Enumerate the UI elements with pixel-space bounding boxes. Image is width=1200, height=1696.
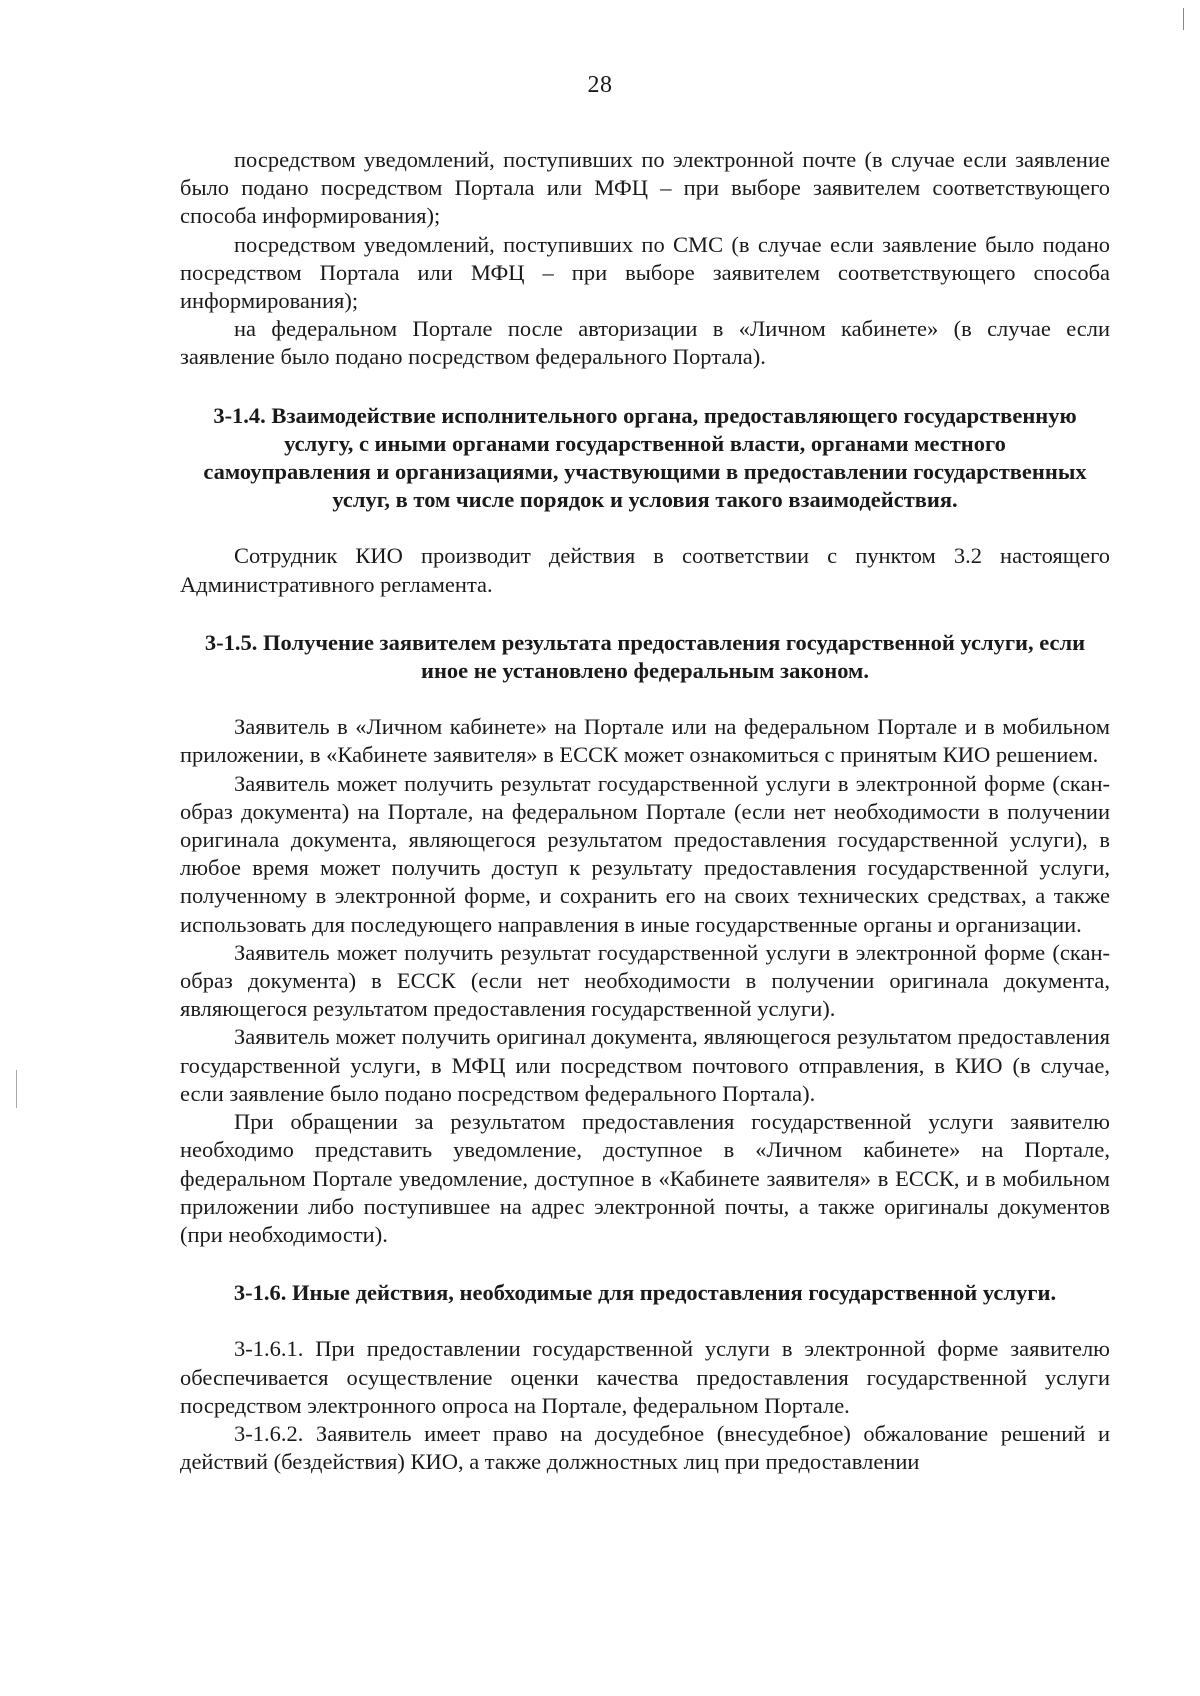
document-body [180,146,1110,1476]
paragraph: посредством уведомлений, поступивших по СМС (в случае если заявление было подано посредством Портала или МФЦ – при выборе заявителем соответствующего способа информирования); [180,231,1110,314]
paragraph: посредством уведомлений, поступивших по электронной почте (в случае если заявление было подано посредством Портала или МФЦ – при выборе заявителем соответствующего способа информирования); [180,147,1110,229]
paragraph: на федеральном Портале после авторизации в «Личном кабинете» (в случае если заявление было подано посредством федерального Портала). [180,316,1110,370]
paragraph: Сотрудник КИО производит действия в соответствии с пунктом 3.2 настоящего Административного регламента. [180,543,1110,597]
paragraph: Заявитель может получить результат государственной услуги в электронной форме (скан-образ документа) на Портале, на федеральном Портале (если нет необходимости в получении оригинала документа, являющегося результатом предоставления государственной услуги), в любое время может получить доступ к результату предоставления государственной услуги, полученному в электронной форме, и сохранить его на своих технических средствах, а также использовать для последующего направления в иные государственные органы и организации. [180,770,1110,937]
section-heading-3-1-6: 3-1.6. Иные действия, необходимые для предоставления государственной услуги. [233,1280,1057,1306]
paragraph: Заявитель в «Личном кабинете» на Портале или на федеральном Портале и в мобильном приложении, в «Кабинете заявителя» в ЕССК может ознакомиться с принятым КИО решением. [180,714,1110,768]
paragraph: 3-1.6.2. Заявитель имеет право на досудебное (внесудебное) обжалование решений и действий (бездействия) КИО, а также должностных лиц при предоставлении [180,1420,1110,1475]
section-heading-3-1-5: 3-1.5. Получение заявителем результата предоставления государственной услуги, если иное не установлено федеральным законом. [204,629,1086,684]
paragraph: Заявитель может получить результат государственной услуги в электронной форме (скан-образ документа) в ЕССК (если нет необходимости в получении оригинала документа, являющегося результатом предоставления государственной услуги). [180,939,1110,1022]
paragraph: Заявитель может получить оригинал документа, являющегося результатом предоставления государственной услуги, в МФЦ или посредством почтового отправления, в КИО (в случае, если заявление было подано посредством федерального Портала). [180,1024,1110,1106]
paragraph: 3-1.6.1. При предоставлении государственной услуги в электронной форме заявителю обеспечивается осуществление оценки качества предоставления государственной услуги посредством электронного опроса на Портале, федеральном Портале. [180,1336,1110,1418]
page-number: 28 [587,72,613,98]
section-heading-3-1-4: 3-1.4. Взаимодействие исполнительного органа, предоставляющего государственную услугу, с иными органами государственной власти, органами местного самоуправления и организациями, участвующими в предоставлении государственных услуг, в том числе порядок и условия такого взаимодействия. [203,402,1087,513]
paragraph: При обращении за результатом предоставления государственной услуги заявителю необходимо представить уведомление, доступное в «Личном кабинете» на Портале, федеральном Портале уведомление, доступное в «Кабинете заявителя» в ЕССК, и в мобильном приложении либо поступившее на адрес электронной почты, а также оригиналы документов (при необходимости). [180,1109,1110,1247]
scan-edge-mark [1183,8,1184,30]
scan-edge-mark [16,1070,17,1108]
